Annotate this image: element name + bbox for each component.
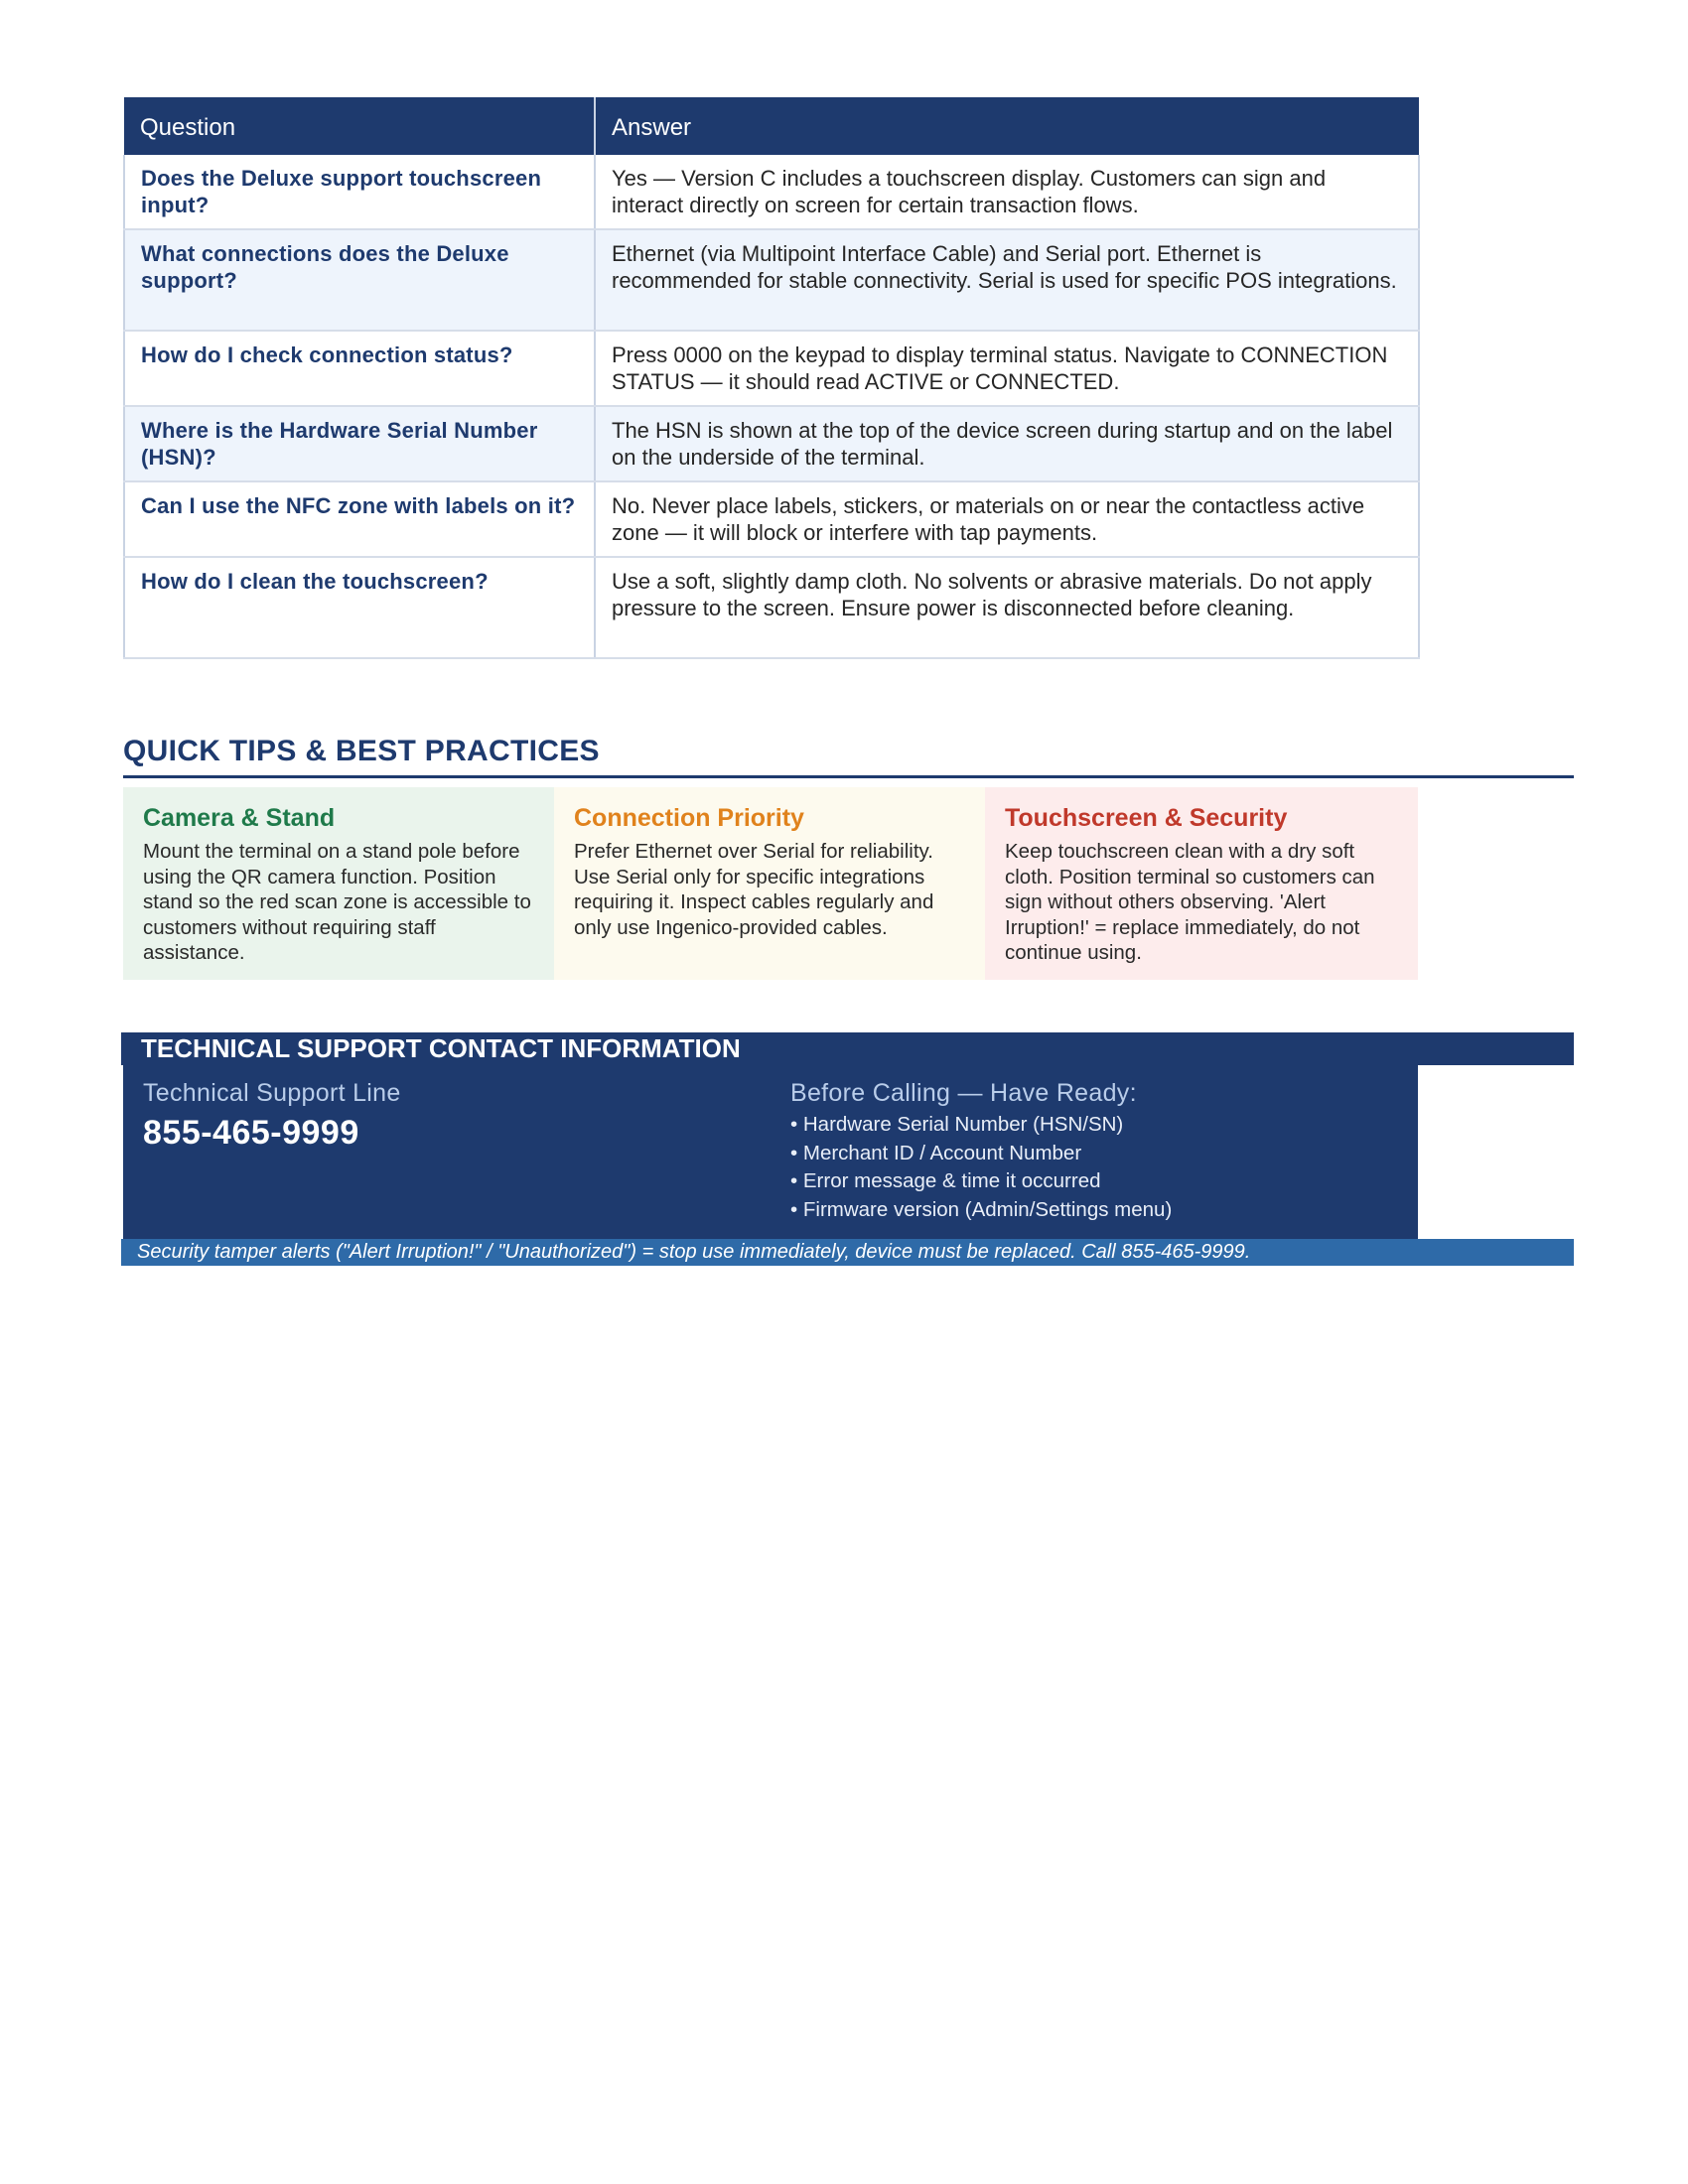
support-line-block <box>143 1079 401 1153</box>
question-cell: How do I check connection status? <box>124 331 595 406</box>
tip-card-text: Prefer Ethernet over Serial for reliability. Use Serial only for specific integrations requiring it. Inspect cables regularly and only use Ingenico-provided cables. <box>574 840 934 939</box>
security-alert-footer: Security tamper alerts ("Alert Irruption!" / "Unauthorized") = stop use immediately, device must be replaced. Call 855-465-9999. <box>121 1239 1574 1266</box>
tip-card-title: Camera & Stand <box>143 804 336 832</box>
faq-table <box>123 97 1420 659</box>
table-row <box>124 481 1419 557</box>
tip-card-touchscreen-security <box>985 787 1418 980</box>
question-cell: What connections does the Deluxe support? <box>124 229 595 331</box>
table-row <box>124 331 1419 406</box>
section-divider <box>123 775 1574 778</box>
quick-tips-title: QUICK TIPS & BEST PRACTICES <box>123 735 600 767</box>
table-row <box>124 155 1419 229</box>
question-cell: Does the Deluxe support touchscreen input? <box>124 155 595 229</box>
answer-cell: Use a soft, slightly damp cloth. No solvents or abrasive materials. Do not apply pressure to the screen. Ensure power is disconnected before cleaning. <box>595 557 1419 658</box>
support-panel <box>123 1065 1418 1239</box>
answer-cell: No. Never place labels, stickers, or materials on or near the contactless active zone — it will block or interfere with tap payments. <box>595 481 1419 557</box>
question-cell: Where is the Hardware Serial Number (HSN)? <box>124 406 595 481</box>
list-item: • Hardware Serial Number (HSN/SN) <box>790 1111 1172 1140</box>
answer-cell: Press 0000 on the keypad to display terminal status. Navigate to CONNECTION STATUS — it should read ACTIVE or CONNECTED. <box>595 331 1419 406</box>
tip-card-text: Mount the terminal on a stand pole before using the QR camera function. Position stand so the red scan zone is accessible to customers without requiring staff assistance. <box>143 840 531 964</box>
list-item: • Error message & time it occurred <box>790 1167 1172 1196</box>
tip-card-title: Touchscreen & Security <box>1005 804 1288 832</box>
list-item: • Merchant ID / Account Number <box>790 1140 1172 1168</box>
have-ready-block <box>790 1079 1172 1224</box>
table-row <box>124 229 1419 331</box>
answer-cell: The HSN is shown at the top of the device screen during startup and on the label on the underside of the terminal. <box>595 406 1419 481</box>
answer-cell: Ethernet (via Multipoint Interface Cable) and Serial port. Ethernet is recommended for stable connectivity. Serial is used for specific POS integrations. <box>595 229 1419 331</box>
support-section-header: TECHNICAL SUPPORT CONTACT INFORMATION <box>121 1032 1574 1065</box>
support-line-label: Technical Support Line <box>143 1079 401 1107</box>
tip-card-title: Connection Priority <box>574 804 804 832</box>
table-row <box>124 406 1419 481</box>
list-item: • Firmware version (Admin/Settings menu) <box>790 1196 1172 1225</box>
question-column-header: Question <box>124 97 595 155</box>
answer-cell: Yes — Version C includes a touchscreen display. Customers can sign and interact directly on screen for certain transaction flows. <box>595 155 1419 229</box>
question-cell: Can I use the NFC zone with labels on it? <box>124 481 595 557</box>
support-phone-number[interactable]: 855-465-9999 <box>143 1114 359 1152</box>
question-cell: How do I clean the touchscreen? <box>124 557 595 658</box>
tip-card-camera-stand <box>123 787 554 980</box>
table-row <box>124 557 1419 658</box>
have-ready-title: Before Calling — Have Ready: <box>790 1079 1137 1107</box>
answer-column-header: Answer <box>595 97 1419 155</box>
tip-card-connection-priority <box>554 787 985 980</box>
have-ready-list <box>790 1111 1172 1224</box>
tips-row <box>123 787 1418 980</box>
faq-header-row <box>124 97 1419 155</box>
tip-card-text: Keep touchscreen clean with a dry soft cloth. Position terminal so customers can sign without others observing. 'Alert Irruption!' = replace immediately, do not continue using. <box>1005 840 1375 964</box>
